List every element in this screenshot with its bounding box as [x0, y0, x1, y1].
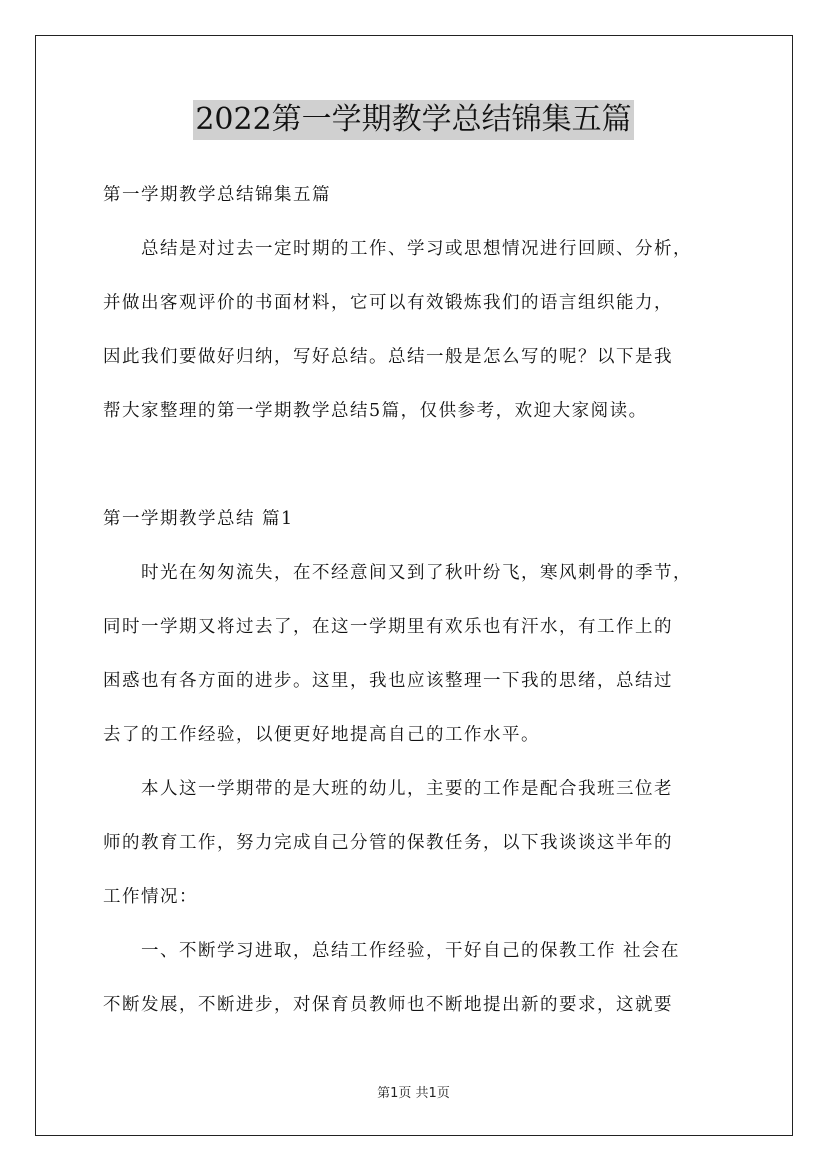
paragraph-line: 师的教育工作，努力完成自己分管的保教任务，以下我谈谈这半年的 — [103, 833, 673, 853]
paragraph-line: 工作情况： — [103, 887, 198, 907]
paragraph-line: 总结是对过去一定时期的工作、学习或思想情况进行回顾、分析， — [103, 239, 692, 259]
page-footer: 第1页 共1页 — [377, 1086, 450, 1101]
paragraph-line: 不断发展，不断进步，对保育员教师也不断地提出新的要求，这就要 — [103, 995, 673, 1015]
paragraph-line: 时光在匆匆流失，在不经意间又到了秋叶纷飞，寒风刺骨的季节， — [103, 563, 692, 583]
paragraph-line: 帮大家整理的第一学期教学总结5篇，仅供参考，欢迎大家阅读。 — [103, 401, 648, 421]
paragraph-line: 本人这一学期带的是大班的幼儿，主要的工作是配合我班三位老 — [103, 779, 673, 799]
document-title: 2022第一学期教学总结锦集五篇 — [193, 100, 633, 140]
subtitle: 第一学期教学总结锦集五篇 — [103, 185, 331, 205]
paragraph-line: 并做出客观评价的书面材料，它可以有效锻炼我们的语言组织能力， — [103, 293, 673, 313]
title-container — [0, 100, 827, 140]
document-body — [103, 168, 743, 1032]
paragraph-line: 一、不断学习进取，总结工作经验，干好自己的保教工作 社会在 — [103, 941, 681, 961]
paragraph-line: 同时一学期又将过去了，在这一学期里有欢乐也有汗水，有工作上的 — [103, 617, 673, 637]
section-heading: 第一学期教学总结 篇1 — [103, 509, 294, 529]
spacer — [103, 438, 743, 492]
paragraph-line: 因此我们要做好归纳，写好总结。总结一般是怎么写的呢？以下是我 — [103, 347, 673, 367]
paragraph-line: 去了的工作经验，以便更好地提高自己的工作水平。 — [103, 725, 540, 745]
paragraph-line: 困惑也有各方面的进步。这里，我也应该整理一下我的思绪，总结过 — [103, 671, 673, 691]
